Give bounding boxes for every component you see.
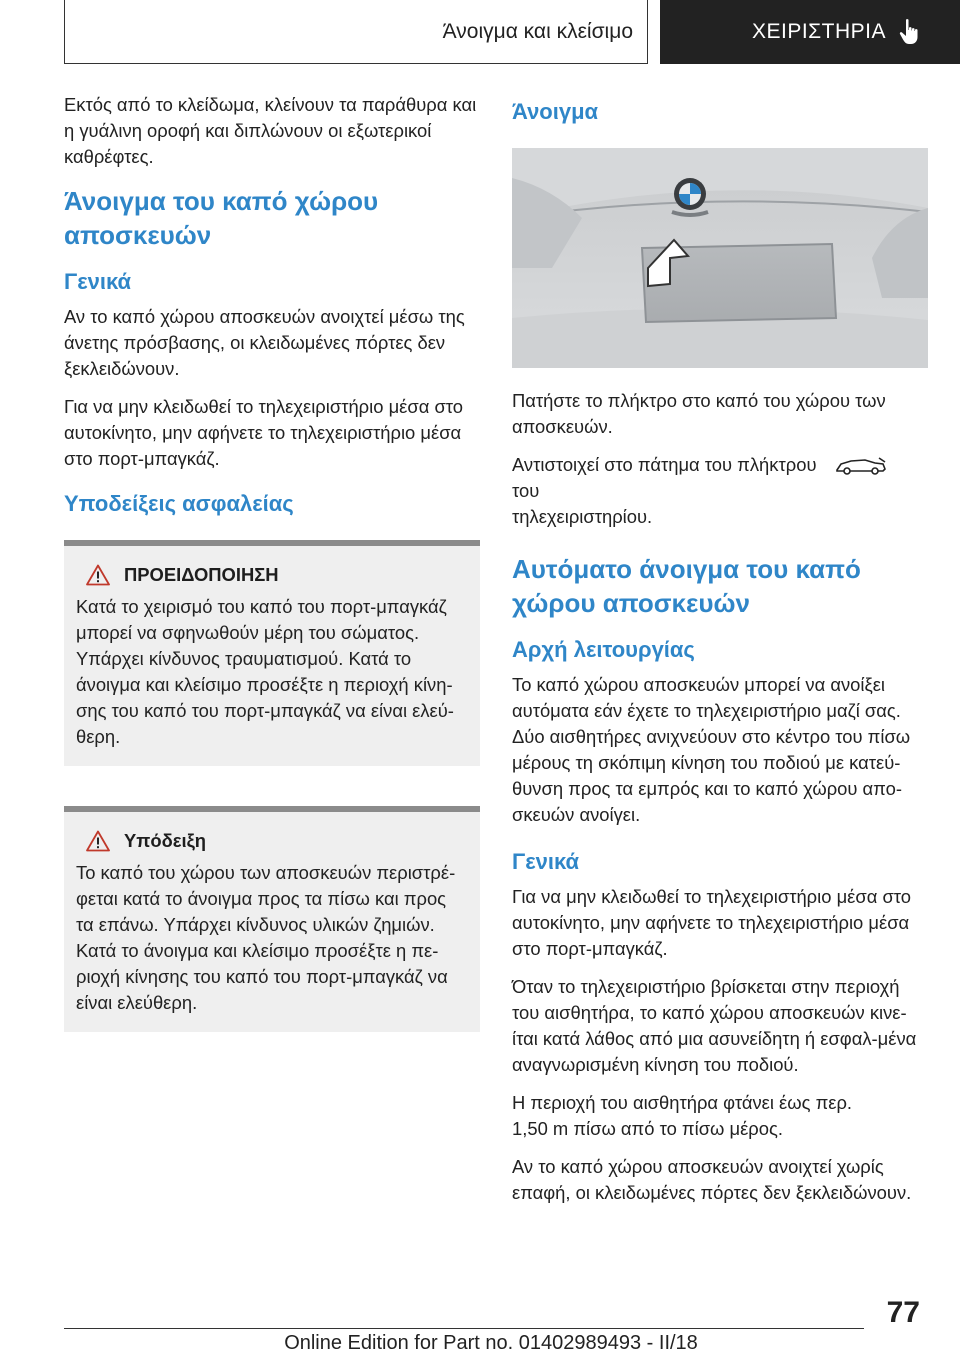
- general-paragraph-2: Για να μην κλειδωθεί το τηλεχειριστήριο μέσα στο αυτοκίνητο, μην αφήνετε το τηλεχειριστήριο μέσα στο πορτ-μπαγκάζ.: [64, 396, 464, 469]
- opening-heading: Άνοιγμα: [512, 99, 599, 124]
- remote-text-line2: τηλεχειριστηρίου.: [512, 506, 653, 527]
- remote-text-after: του: [512, 480, 540, 501]
- trunk-opening-heading: Άνοιγμα του καπό χώρου αποσκευών: [64, 186, 379, 250]
- footer-divider: [64, 1328, 864, 1329]
- right-general-paragraph-4: Αν το καπό χώρου αποσκευών ανοιχτεί χωρίς επαφή, οι κλειδωμένες πόρτες δεν ξεκλειδώνουν.: [512, 1156, 912, 1203]
- press-instruction: Πατήστε το πλήκτρο στο καπό του χώρου των αποσκευών.: [512, 390, 886, 437]
- header-chapter-tab: [660, 0, 960, 64]
- trunk-button-photo: [512, 148, 928, 368]
- sensor-range-paragraph: [512, 1090, 928, 1142]
- notice-box: [64, 806, 480, 1032]
- edition-footer: Online Edition for Part no. 01402989493 - II/18: [284, 1332, 698, 1354]
- left-column: [64, 92, 480, 1072]
- right-general-paragraph-1: Για να μην κλειδωθεί το τηλεχειριστήριο μέσα στο αυτοκίνητο, μην αφήνετε το τηλεχειριστήριο μέσα στο πορτ-μπαγκάζ.: [512, 886, 912, 959]
- right-general-heading: Γενικά: [512, 849, 580, 874]
- hand-pointer-icon: [898, 18, 922, 46]
- sensor-range-line2: 1,50 m πίσω από το πίσω μέρος.: [512, 1118, 783, 1139]
- section-title: Άνοιγμα και κλείσιμο: [442, 19, 633, 43]
- warning-title: ΠΡΟΕΙΔΟΠΟΙΗΣΗ: [124, 564, 279, 585]
- auto-opening-heading: Αυτόματο άνοιγμα του καπό χώρου αποσκευών: [512, 554, 861, 618]
- safety-heading: Υποδείξεις ασφαλείας: [64, 491, 294, 516]
- remote-equivalence: [512, 452, 928, 530]
- notice-title: Υπόδειξη: [124, 830, 206, 851]
- chapter-title: ΧΕΙΡΙΣΤΗΡΙΑ: [751, 20, 886, 43]
- header-section-title: [64, 0, 648, 64]
- sensor-range-line1: Η περιοχή του αισθητήρα φτάνει έως περ.: [512, 1092, 853, 1113]
- principle-heading: Αρχή λειτουργίας: [512, 637, 695, 662]
- principle-paragraph: Το καπό χώρου αποσκευών μπορεί να ανοίξει αυτόματα εάν έχετε το τηλεχειριστήριο μαζί σας. Δύο αισθητήρες ανιχνεύουν στο κέντρο του πίσω μέρους τη σκόπιμη κίνηση του ποδιού με κατεύ-θυνση προς τα εμπρός και το καπό χώρου απο-σκευών ανοίγει.: [512, 674, 911, 825]
- notice-text: Το καπό του χώρου των αποσκευών περιστρέ-φεται κατά το άνοιγμα προς τα πίσω και προς τα επάνω. Υπάρχει κίνδυνος υλικών ζημιών. Κατά το άνοιγμα και κλείσιμο προσέξτε η πε-ριοχή κίνησης του καπό του πορτ-μπαγκάζ να είναι ελεύθερη.: [76, 862, 456, 1013]
- general-paragraph-1: Αν το καπό χώρου αποσκευών ανοιχτεί μέσω της άνετης πρόσβασης, οι κλειδωμένες πόρτες δεν ξεκλειδώνουν.: [64, 306, 465, 379]
- car-trunk-button-icon: [835, 456, 887, 476]
- page-number: 77: [886, 1296, 920, 1329]
- remote-text-before: Αντιστοιχεί στο πάτημα του πλήκτρου: [512, 454, 817, 475]
- right-column: [512, 98, 928, 1218]
- notice-triangle-icon: [86, 830, 110, 852]
- right-general-paragraph-2: Όταν το τηλεχειριστήριο βρίσκεται στην περιοχή του αισθητήρα, το καπό χώρου αποσκευών κινε-ίται κατά λάθος από μια ασυνείδητη ή εσφαλ-μένα αναγνωρισμένη κίνηση του ποδιού.: [512, 976, 917, 1075]
- warning-box: [64, 540, 480, 766]
- general-heading: Γενικά: [64, 269, 132, 294]
- warning-triangle-icon: [86, 564, 110, 586]
- warning-text: Κατά το χειρισμό του καπό του πορτ-μπαγκάζ μπορεί να σφηνωθούν μέρη του σώματος. Υπάρχει κίνδυνος τραυματισμού. Κατά το άνοιγμα και κλείσιμο προσέξτε η περιοχή κίνη-σης του καπό του πορτ-μπαγκάζ να είναι ελεύ-θερη.: [76, 596, 454, 747]
- intro-paragraph: Εκτός από το κλείδωμα, κλείνουν τα παράθυρα και η γυάλινη οροφή και διπλώνουν οι εξωτερικοί καθρέφτες.: [64, 94, 477, 167]
